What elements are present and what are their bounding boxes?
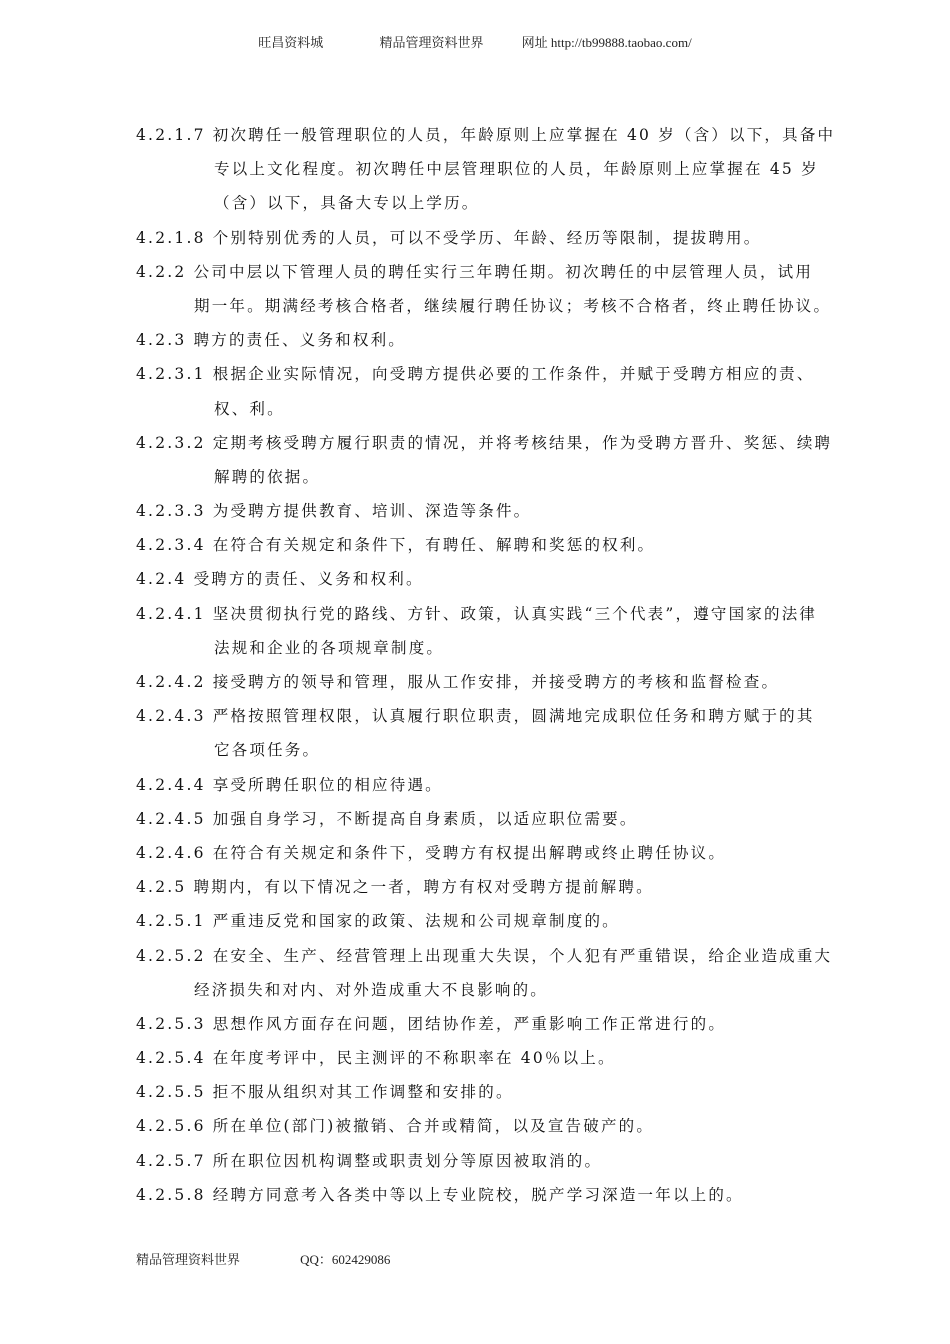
clause-line: 4.2.4.2 接受聘方的领导和管理，服从工作安排，并接受聘方的考核和监督检查。 bbox=[136, 673, 780, 691]
clause-line: 4.2.4.6 在符合有关规定和条件下，受聘方有权提出解聘或终止聘任协议。 bbox=[136, 843, 727, 862]
clause-4-2-3-2 bbox=[136, 426, 852, 494]
clause-4-2-5-1 bbox=[136, 904, 852, 938]
clause-line: 4.2.2 公司中层以下管理人员的聘任实行三年聘任期。初次聘任的中层管理人员，试用 bbox=[136, 262, 814, 281]
clause-line: 解聘的依据。 bbox=[214, 467, 321, 486]
clause-line: 4.2.4.3 严格按照管理权限，认真履行职位职责，圆满地完成职位任务和聘方赋于的其 bbox=[136, 707, 815, 726]
clause-line: 4.2.5.8 经聘方同意考入各类中等以上专业院校，脱产学习深造一年以上的。 bbox=[136, 1185, 744, 1204]
clause-4-2-5-2 bbox=[136, 939, 852, 1007]
clause-line: 4.2.4.4 享受所聘任职位的相应待遇。 bbox=[136, 775, 443, 794]
clause-line: 权、利。 bbox=[214, 399, 285, 418]
clause-line: 4.2.3.2 定期考核受聘方履行职责的情况，并将考核结果，作为受聘方晋升、奖惩、续聘 bbox=[136, 433, 833, 452]
clause-line: 4.2.5 聘期内，有以下情况之一者，聘方有权对受聘方提前解聘。 bbox=[136, 878, 654, 897]
clause-4-2-1-7 bbox=[136, 118, 852, 221]
clause-4-2-5-7 bbox=[136, 1144, 852, 1178]
footer-qq: QQ：602429086 bbox=[300, 1252, 391, 1267]
clause-line: 4.2.1.8 个别特别优秀的人员，可以不受学历、年龄、经历等限制，提拔聘用。 bbox=[136, 228, 762, 247]
clause-4-2-4-2 bbox=[136, 665, 852, 699]
header-url: 网址 http://tb99888.taobao.com/ bbox=[521, 35, 692, 50]
clause-4-2-3 bbox=[136, 323, 852, 357]
clause-line: 4.2.5.4 在年度考评中，民主测评的不称职率在 40％以上。 bbox=[136, 1049, 616, 1068]
clause-4-2-5-4 bbox=[136, 1041, 852, 1075]
clause-line: 4.2.3.4 在符合有关规定和条件下，有聘任、解聘和奖惩的权利。 bbox=[136, 536, 656, 555]
clause-4-2-4-1 bbox=[136, 597, 852, 665]
clause-4-2-4 bbox=[136, 562, 852, 596]
clause-4-2-5-5 bbox=[136, 1075, 852, 1109]
clause-line: 4.2.4.1 坚决贯彻执行党的路线、方针、政策，认真实践“三个代表”，遵守国家的法律 bbox=[136, 604, 818, 623]
clause-4-2-3-1 bbox=[136, 357, 852, 425]
clause-line: 4.2.5.3 思想作风方面存在问题，团结协作差，严重影响工作正常进行的。 bbox=[136, 1014, 727, 1033]
clause-line: 4.2.3.1 根据企业实际情况，向受聘方提供必要的工作条件，并赋于受聘方相应的责、 bbox=[136, 365, 815, 384]
clause-line: 4.2.5.6 所在单位(部门)被撤销、合并或精简，以及宣告破产的。 bbox=[136, 1117, 655, 1136]
clause-4-2-4-6 bbox=[136, 836, 852, 870]
footer-site-name: 精品管理资料世界 bbox=[136, 1253, 241, 1268]
clause-line: 它各项任务。 bbox=[214, 741, 321, 760]
clause-4-2-3-4 bbox=[136, 528, 852, 562]
clause-4-2-5-3 bbox=[136, 1007, 852, 1041]
clause-4-2-4-4 bbox=[136, 768, 852, 802]
clause-4-2-2 bbox=[136, 255, 852, 323]
clause-line: 期一年。期满经考核合格者，继续履行聘任协议；考核不合格者，终止聘任协议。 bbox=[194, 296, 832, 315]
clause-line: 经济损失和对内、对外造成重大不良影响的。 bbox=[194, 980, 549, 999]
clause-line: （含）以下，具备大专以上学历。 bbox=[214, 194, 480, 213]
clause-line: 4.2.4 受聘方的责任、义务和权利。 bbox=[136, 570, 424, 589]
clause-line: 4.2.3 聘方的责任、义务和权利。 bbox=[136, 331, 406, 350]
clause-line: 4.2.5.1 严重违反党和国家的政策、法规和公司规章制度的。 bbox=[136, 912, 620, 931]
document-body bbox=[136, 118, 852, 1212]
clause-line: 4.2.5.5 拒不服从组织对其工作调整和安排的。 bbox=[136, 1083, 514, 1102]
clause-line: 专以上文化程度。初次聘任中层管理职位的人员，年龄原则上应掌握在 45 岁 bbox=[214, 160, 819, 179]
clause-4-2-4-3 bbox=[136, 699, 852, 767]
clause-line: 4.2.5.2 在安全、生产、经营管理上出现重大失误，个人犯有严重错误，给企业造成重大 bbox=[136, 946, 833, 965]
clause-line: 法规和企业的各项规章制度。 bbox=[214, 638, 445, 657]
clause-4-2-5-8 bbox=[136, 1178, 852, 1212]
header-site-name: 精品管理资料世界 bbox=[379, 36, 484, 51]
clause-line: 4.2.3.3 为受聘方提供教育、培训、深造等条件。 bbox=[136, 502, 532, 521]
clause-4-2-1-8 bbox=[136, 221, 852, 255]
clause-4-2-3-3 bbox=[136, 494, 852, 528]
header-shop-name: 旺昌资料城 bbox=[258, 36, 324, 51]
clause-line: 4.2.1.7 初次聘任一般管理职位的人员，年龄原则上应掌握在 40 岁（含）以下，具备中 bbox=[136, 126, 836, 144]
clause-4-2-5-6 bbox=[136, 1109, 852, 1143]
page-header bbox=[0, 32, 950, 51]
page-footer bbox=[136, 1249, 390, 1268]
clause-4-2-5 bbox=[136, 870, 852, 904]
clause-4-2-4-5 bbox=[136, 802, 852, 836]
clause-line: 4.2.4.5 加强自身学习，不断提高自身素质，以适应职位需要。 bbox=[136, 809, 638, 828]
clause-line: 4.2.5.7 所在职位因机构调整或职责划分等原因被取消的。 bbox=[136, 1151, 603, 1170]
